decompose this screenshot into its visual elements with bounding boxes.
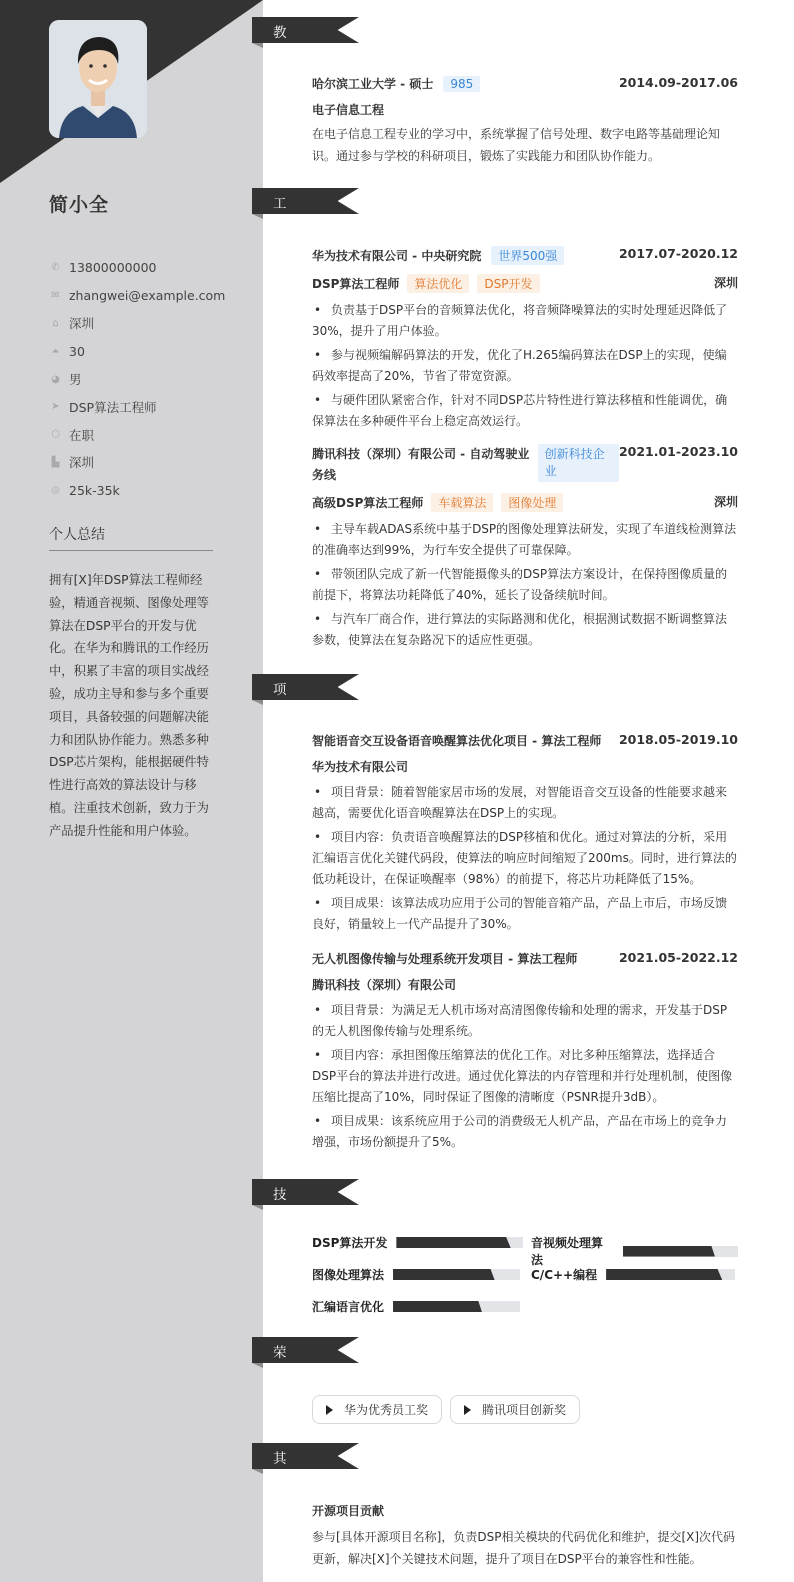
skill-bar — [623, 1246, 738, 1257]
work-bullets — [312, 519, 738, 651]
work-date: 2017.07-2020.12 — [618, 246, 738, 261]
work-date: 2021.01-2023.10 — [618, 444, 738, 459]
location-icon: ⌂ — [52, 317, 59, 329]
bullet-item: • 项目成果：该算法成功应用于公司的智能音箱产品，产品上市后，市场反馈良好，销量较上一代产品提升了30%。 — [312, 893, 738, 935]
contact-email: ✉ zhangwei@example.com — [49, 282, 249, 310]
contact-location: ⌂ 深圳 — [49, 310, 249, 338]
work-bullets — [312, 300, 738, 432]
skill-item: 汇编语言优化 — [312, 1298, 520, 1315]
role-tag: 算法优化 — [407, 274, 469, 293]
contact-gender: ◕ 男 — [49, 365, 249, 393]
award-badge: 华为优秀员工奖 — [312, 1395, 442, 1424]
award-badge: 腾讯项目创新奖 — [450, 1395, 580, 1424]
project-entry — [312, 950, 738, 1156]
sidebar — [0, 0, 263, 1582]
contact-phone: ✆ 13800000000 — [49, 254, 249, 282]
school-name: 哈尔滨工业大学 - 硕士 — [312, 77, 434, 91]
contact-age: ⏶ 30 — [49, 337, 249, 365]
phone-icon: ✆ — [51, 262, 60, 274]
job-role: 高级DSP算法工程师 — [312, 496, 424, 510]
bullet-item: • 项目背景：随着智能家居市场的发展，对智能语音交互设备的性能要求越来越高，需要优化语音唤醒算法在DSP上的实现。 — [312, 782, 738, 824]
ribbon-fold — [252, 1363, 263, 1368]
work-entry — [312, 444, 738, 654]
bullet-item: • 项目内容：承担图像压缩算法的优化工作。对比多种压缩算法，选择适合DSP平台的算法并进行改进。通过优化算法的内存管理和并行处理机制，使图像压缩比提高了10%，同时保证了图像的清晰度（PSNR提升3dB）。 — [312, 1045, 738, 1108]
work-entry — [312, 246, 738, 435]
role-tag: 图像处理 — [501, 493, 563, 512]
candidate-name: 简小全 — [49, 194, 110, 216]
skill-item: 图像处理算法 — [312, 1266, 520, 1283]
ribbon-fold — [252, 214, 263, 219]
skill-bar — [393, 1301, 520, 1312]
education-entry — [312, 75, 738, 167]
ribbon-flag — [252, 188, 359, 214]
skill-bar-fill — [623, 1246, 715, 1257]
project-company: 腾讯科技（深圳）有限公司 — [312, 978, 457, 992]
bullet-item: • 与汽车厂商合作，进行算法的实际路测和优化，根据测试数据不断调整算法参数，使算法在复杂路况下的适应性更强。 — [312, 609, 738, 651]
school-tag: 985 — [443, 76, 480, 92]
ribbon-flag — [252, 17, 359, 43]
ribbon-fold — [252, 700, 263, 705]
bullet-item: • 项目成果：该系统应用于公司的消费级无人机产品，产品在市场上的竞争力增强，市场份额提升了5%。 — [312, 1111, 738, 1153]
project-entry — [312, 732, 738, 938]
city-icon: ▙ — [51, 456, 60, 468]
skill-bar — [396, 1237, 523, 1248]
major: 电子信息工程 — [312, 103, 385, 117]
skill-bar-fill — [396, 1237, 510, 1248]
bullet-item: • 项目背景：为满足无人机市场对高清图像传输和处理的需求，开发基于DSP的无人机图像传输与处理系统。 — [312, 1000, 738, 1042]
job-role: DSP算法工程师 — [312, 277, 400, 291]
contact-info-list — [49, 254, 249, 504]
avatar — [49, 20, 147, 138]
education-date: 2014.09-2017.06 — [618, 75, 738, 90]
skill-bar-fill — [606, 1269, 722, 1280]
other-entry — [312, 1502, 738, 1570]
bullet-item: • 项目内容：负责语音唤醒算法的DSP移植和优化。通过对算法的分析，采用汇编语言优化关键代码段，使算法的响应时间缩短了200ms。同时，进行算法的低功耗设计，在保证唤醒率（98%）的前提下，将芯片功耗降低了15%。 — [312, 827, 738, 890]
other-desc: 参与[具体开源项目名称]，负责DSP相关模块的代码优化和维护，提交[X]次代码更新，解决[X]个关键技术问题，提升了项目在DSP平台的兼容性和性能。 — [312, 1530, 736, 1566]
contact-status: ⬡ 在职 — [49, 421, 249, 449]
bullet-item: • 带领团队完成了新一代智能摄像头的DSP算法方案设计，在保持图像质量的前提下，将算法功耗降低了40%，延长了设备续航时间。 — [312, 564, 738, 606]
project-title: 无人机图像传输与处理系统开发项目 - 算法工程师 — [312, 952, 578, 966]
work-city: 深圳 — [713, 495, 738, 509]
awards-list — [312, 1395, 580, 1424]
bullet-item: • 负责基于DSP平台的音频算法优化，将音频降噪算法的实时处理延迟降低了30%，提升了用户体验。 — [312, 300, 738, 342]
skill-item: DSP算法开发 — [312, 1234, 523, 1251]
main-content: 教育经历 哈尔滨工业大学 - 硕士 985 2014.09-2017.06 电子信息工程 在电子信息工程专业的学习中，系统掌握了信号处理、数字电路等基础理论知识。通过参与学校的科研项目，锻炼了实践能力和团队协作能力。 工作经历 华为技术有限公司 - 中央研究院 世界500强 2017.07-2020.12 DSP算法工程师 算法优化 DSP开发 深圳 • 负责基于DSP平台的音频算法优化，将音频降噪算法的实时处理延迟降低了30%，提升了用户体验。 • 参与视频编解码算法的开发，优化了H.265编码算法在DSP上的实现，使编码效率提高了20%，节省了带宽资源。 • 与硬件团队紧密合作，针对不同DSP芯片特性进行算法移植和性能调优，确保算法在多种硬件平台上稳定高效运行。 腾讯科技（深圳）有限公司 - 自动驾驶业务线 创新科技企业 2021.01-2023.10 高级DSP算法工程师 车载算法 图像处理 深圳 • 主导车载ADAS系统中基于DSP的图像处理算法研发，实现了车道线检测算法的准确率达到99%，为行车安全提供了可靠保障。 • 带领团队完成了新一代智能摄像头的DSP算法方案设计，在保持图像质量的前提下，将算法功耗降低了40%，延长了设备续航时间。 • 与汽车厂商合作，进行算法的实际路测和优化，根据测试数据不断调整算法参数，使算法在复杂路况下的适应性更强。 项目经历 智能语音交互设备语音唤醒算法优化项目 - 算法工程师 2018.05-2019.10 华为技术有限公司 • 项目背景：随着智能家居市场的发展，对智能语音交互设备的性能要求越来越高，需要优化语音唤醒算法在DSP上的实现。 • 项目内容：负责语音唤醒算法的DSP移植和优化。通过对算法的分析，采用汇编语言优化关键代码段，使算法的响应时间缩短了200ms。同时，进行算法的低功耗设计，在保证唤醒率（98%）的前提下，将芯片功耗降低了15%。 • 项目成果：该算法成功应用于公司的智能音箱产品，产品上市后，市场反馈良好，销量较上一代产品提升了30%。 无人机图像传输与处理系统开发项目 - 算法工程师 2021.05-2022.12 腾讯科技（深圳）有限公司 • 项目背景：为满足无人机市场对高清图像传输和处理的需求，开发基于DSP的无人机图像传输与处理系统。 • 项目内容：承担图像压缩算法的优化工作。对比多种压缩算法，选择适合DSP平台的算法并进行改进。通过优化算法的内存管理和并行处理机制，使图像压缩比提高了10%，同时保证了图像的清晰度（PSNR提升3dB）。 • 项目成果：该系统应用于公司的消费级无人机产品，产品在市场上的竞争力增强，市场份额提升了5%。 技能专长 DSP算法开发 音视频处理算法 图像处理算法 C/C++编程 汇编语言优化 荣誉奖项 华为优秀员工奖 腾讯项目创新奖 其他信息 开源项目贡献 参与[具体开源项目名称]，负责DSP相关模块的代码优化和维护，提交[X]次代码更新，解决[X]个关键技术问题，提升了项目在DSP平台的兼容性和性能。 — [263, 0, 794, 1582]
skill-item: 音视频处理算法 — [531, 1234, 738, 1268]
salary-icon: ◎ — [51, 484, 60, 496]
skill-item: C/C++编程 — [531, 1266, 735, 1283]
skill-bar-fill — [393, 1269, 495, 1280]
contact-city: ▙ 深圳 — [49, 449, 249, 477]
education-desc: 在电子信息工程专业的学习中，系统掌握了信号处理、数字电路等基础理论知识。通过参与学校的科研项目，锻炼了实践能力和团队协作能力。 — [312, 127, 721, 163]
summary-text: 拥有[X]年DSP算法工程师经验，精通音视频、图像处理等算法在DSP平台的开发与优化。在华为和腾讯的工作经历中，积累了丰富的项目实战经验，成功主导和参与多个重要项目，具备较强的问题解决能力和团队协作能力。熟悉多种DSP芯片架构，能根据硬件特性进行高效的算法设计与移植。注重技术创新，致力于为产品提升性能和用户体验。 — [49, 573, 209, 838]
email-icon: ✉ — [51, 290, 60, 302]
ribbon-fold — [252, 43, 263, 48]
bullet-item: • 与硬件团队紧密合作，针对不同DSP芯片特性进行算法移植和性能调优，确保算法在多种硬件平台上稳定高效运行。 — [312, 390, 738, 432]
job-icon: ➤ — [51, 401, 60, 413]
profile-photo-icon — [49, 20, 147, 138]
other-title: 开源项目贡献 — [312, 1504, 385, 1518]
company-name: 腾讯科技（深圳）有限公司 - 自动驾驶业务线 — [312, 447, 530, 482]
skill-bar-fill — [393, 1301, 482, 1312]
contact-job: ➤ DSP算法工程师 — [49, 393, 249, 421]
summary-title: 个人总结 — [49, 527, 105, 543]
ribbon-flag — [252, 1443, 359, 1469]
ribbon-fold — [252, 1469, 263, 1474]
age-icon: ⏶ — [51, 345, 60, 357]
ribbon-flag — [252, 1337, 359, 1363]
status-icon: ⬡ — [51, 429, 60, 441]
role-tag: DSP开发 — [477, 274, 539, 293]
play-triangle-icon — [326, 1405, 333, 1415]
project-bullets — [312, 782, 738, 935]
project-date: 2018.05-2019.10 — [618, 732, 738, 747]
skill-bar — [606, 1269, 735, 1280]
skill-bar — [393, 1269, 520, 1280]
company-tag: 创新科技企业 — [538, 444, 619, 482]
company-name: 华为技术有限公司 - 中央研究院 — [312, 249, 482, 263]
bullet-item: • 主导车载ADAS系统中基于DSP的图像处理算法研发，实现了车道线检测算法的准确率达到99%，为行车安全提供了可靠保障。 — [312, 519, 738, 561]
project-company: 华为技术有限公司 — [312, 760, 409, 774]
role-tag: 车载算法 — [431, 493, 493, 512]
bullet-item: • 参与视频编解码算法的开发，优化了H.265编码算法在DSP上的实现，使编码效率提高了20%，节省了带宽资源。 — [312, 345, 738, 387]
company-tag: 世界500强 — [491, 246, 564, 265]
ribbon-fold — [252, 1205, 263, 1210]
project-date: 2021.05-2022.12 — [618, 950, 738, 965]
contact-salary: ◎ 25k-35k — [49, 476, 249, 504]
project-title: 智能语音交互设备语音唤醒算法优化项目 - 算法工程师 — [312, 734, 602, 748]
work-city: 深圳 — [713, 276, 738, 290]
gender-icon: ◕ — [51, 373, 60, 385]
ribbon-flag — [252, 1179, 359, 1205]
project-bullets — [312, 1000, 738, 1153]
summary-divider — [49, 550, 213, 551]
play-triangle-icon — [464, 1405, 471, 1415]
ribbon-flag — [252, 674, 359, 700]
